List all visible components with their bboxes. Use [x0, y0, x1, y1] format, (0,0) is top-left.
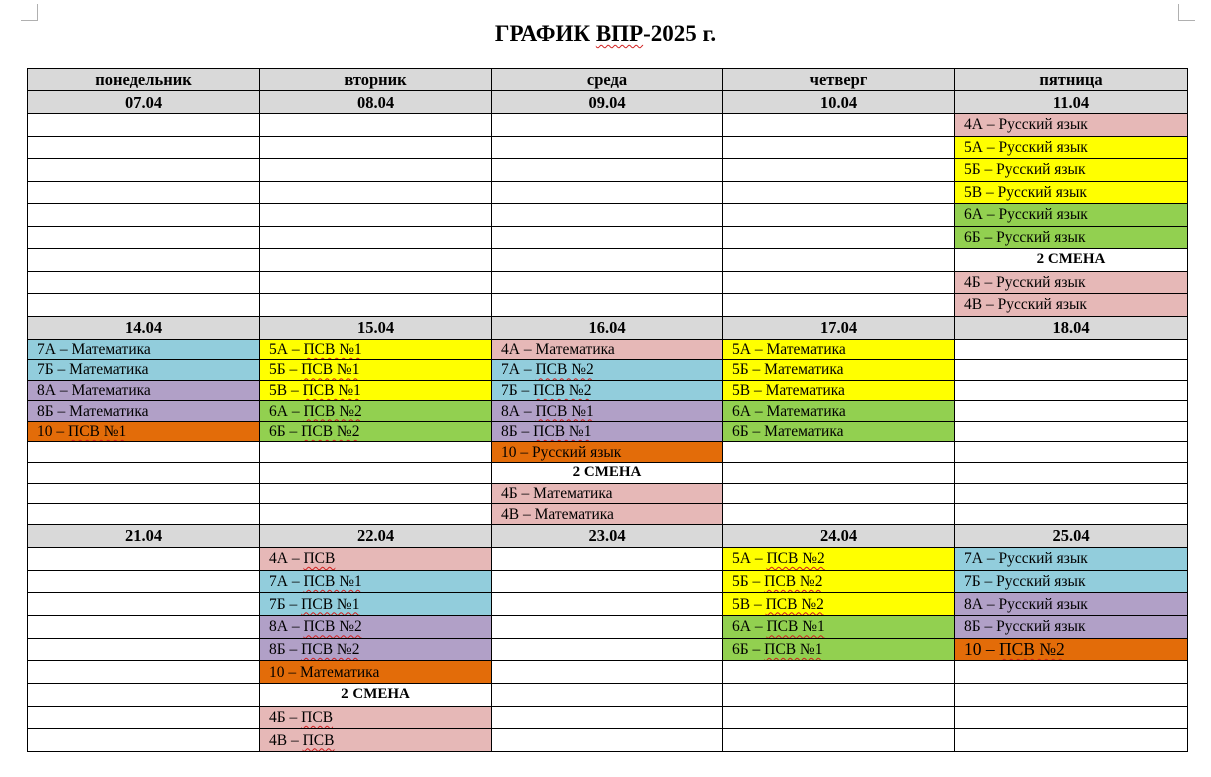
subject-name: Математика — [535, 340, 615, 358]
date-cell: 11.04 — [955, 91, 1188, 114]
subject-name: Русский язык — [997, 183, 1087, 201]
exam-entry: 7Б – Математика — [28, 360, 260, 381]
schedule-row — [28, 271, 1188, 294]
shift-label: 2 СМЕНА — [492, 463, 723, 484]
schedule-cell — [260, 204, 492, 227]
exam-entry: 7Б – ПСВ №2 — [492, 380, 723, 401]
subject-abbreviation: ПСВ — [303, 550, 336, 568]
schedule-cell — [492, 593, 723, 616]
class-name: 8Б — [269, 640, 286, 658]
schedule-row — [28, 729, 1188, 752]
schedule-cell — [955, 661, 1188, 684]
class-name: 6Б — [732, 423, 749, 441]
schedule-row — [28, 615, 1188, 638]
schedule-cell — [723, 249, 955, 272]
schedule-row — [28, 483, 1188, 504]
class-name: 7Б — [37, 361, 54, 379]
schedule-cell — [723, 271, 955, 294]
subject-abbreviation: ПСВ — [301, 709, 334, 726]
class-name: 6А — [732, 618, 751, 636]
schedule-row — [28, 683, 1188, 706]
exam-entry: 7Б – Русский язык — [955, 570, 1188, 593]
exam-entry: 8А – ПСВ №2 — [260, 615, 492, 638]
schedule-cell — [28, 226, 260, 249]
class-name: 4А — [501, 340, 520, 358]
schedule-cell — [492, 683, 723, 706]
schedule-cell — [260, 483, 492, 504]
date-cell: 24.04 — [723, 524, 955, 547]
exam-entry: 4Б – ПСВ — [260, 706, 492, 729]
weekday-header: среда — [492, 69, 723, 91]
subject-abbreviation: ПСВ №2 — [301, 423, 360, 441]
schedule-cell — [723, 204, 955, 227]
schedule-cell — [492, 204, 723, 227]
schedule-row — [28, 181, 1188, 204]
schedule-cell — [28, 463, 260, 484]
exam-entry: 6Б – ПСВ №2 — [260, 421, 492, 442]
schedule-cell — [723, 181, 955, 204]
date-cell: 22.04 — [260, 524, 492, 547]
subject-name: Русский язык — [996, 618, 1086, 636]
schedule-cell — [260, 114, 492, 137]
schedule-cell — [492, 159, 723, 182]
date-row — [28, 91, 1188, 114]
title-prefix: ГРАФИК — [494, 21, 596, 46]
title-suffix: -2025 г. — [643, 21, 717, 46]
schedule-cell — [723, 483, 955, 504]
schedule-cell — [28, 483, 260, 504]
date-cell: 14.04 — [28, 316, 260, 339]
schedule-cell — [260, 159, 492, 182]
exam-entry: 5Б – ПСВ №1 — [260, 360, 492, 381]
exam-entry: 5А – Математика — [723, 339, 955, 360]
schedule-cell — [28, 504, 260, 525]
subject-name: Математика — [765, 381, 845, 399]
subject-name: Математика — [534, 505, 614, 523]
schedule-cell — [492, 226, 723, 249]
class-name: 6А — [269, 402, 288, 420]
class-name: 5А — [732, 550, 751, 568]
schedule-cell — [723, 442, 955, 463]
class-name: 6Б — [964, 228, 981, 246]
schedule-cell — [28, 570, 260, 593]
schedule-row — [28, 226, 1188, 249]
weekday-header: четверг — [723, 69, 955, 91]
exam-entry: 7А – Математика — [28, 339, 260, 360]
date-cell: 15.04 — [260, 316, 492, 339]
schedule-cell — [28, 249, 260, 272]
weekday-header: понедельник — [28, 69, 260, 91]
exam-entry: 6А – ПСВ №1 — [723, 615, 955, 638]
class-name: 4В — [964, 296, 983, 314]
exam-entry: 10 – ПСВ №2 — [955, 638, 1188, 661]
schedule-cell — [260, 249, 492, 272]
subject-name: Русский язык — [998, 116, 1088, 134]
schedule-cell — [28, 294, 260, 317]
class-name: 4А — [964, 116, 983, 134]
class-name: 5В — [964, 183, 983, 201]
class-name: 4В — [501, 505, 520, 523]
schedule-cell — [260, 271, 492, 294]
class-name: 7А — [37, 340, 56, 358]
class-name: 7А — [501, 361, 520, 379]
class-name: 10 — [501, 443, 517, 461]
weekday-header-row — [28, 69, 1188, 91]
subject-abbreviation: ПСВ №2 — [301, 640, 360, 658]
subject-abbreviation: ПСВ №2 — [303, 402, 362, 420]
exam-entry: 4А – Математика — [492, 339, 723, 360]
class-name: 7Б — [501, 381, 518, 399]
subject-name: Математика — [766, 340, 846, 358]
schedule-row — [28, 463, 1188, 484]
subject-abbreviation: ПСВ №1 — [302, 381, 361, 399]
schedule-cell — [723, 463, 955, 484]
date-row — [28, 316, 1188, 339]
schedule-cell — [955, 442, 1188, 463]
date-cell: 16.04 — [492, 316, 723, 339]
schedule-cell — [28, 159, 260, 182]
schedule-cell — [492, 615, 723, 638]
exam-entry: 8А – Математика — [28, 380, 260, 401]
schedule-cell — [260, 226, 492, 249]
exam-entry: 6Б – Математика — [723, 421, 955, 442]
exam-entry: 8Б – Математика — [28, 401, 260, 422]
schedule-cell — [723, 114, 955, 137]
exam-entry: 4Б – Русский язык — [955, 271, 1188, 294]
schedule-row — [28, 294, 1188, 317]
exam-entry: 10 – ПСВ №1 — [28, 421, 260, 442]
schedule-cell — [723, 226, 955, 249]
schedule-row — [28, 249, 1188, 272]
schedule-cell — [28, 593, 260, 616]
schedule-cell — [723, 294, 955, 317]
date-cell: 07.04 — [28, 91, 260, 114]
exam-entry: 4Б – Математика — [492, 483, 723, 504]
subject-abbreviation: ПСВ №1 — [303, 340, 362, 358]
subject-abbreviation: ПСВ №2 — [766, 550, 825, 568]
subject-abbreviation: ПСВ №1 — [301, 595, 360, 613]
exam-entry: 5В – ПСВ №2 — [723, 593, 955, 616]
subject-name: Русский язык — [998, 550, 1088, 568]
exam-entry: 4А – ПСВ — [260, 547, 492, 570]
schedule-cell — [28, 204, 260, 227]
schedule-cell — [28, 661, 260, 684]
page-title — [0, 17, 1211, 51]
subject-name: Русский язык — [998, 138, 1088, 156]
class-name: 8А — [37, 381, 56, 399]
class-name: 5Б — [732, 572, 749, 590]
schedule-row — [28, 442, 1188, 463]
schedule-cell — [28, 114, 260, 137]
exam-entry: 6Б – Русский язык — [955, 226, 1188, 249]
schedule-cell — [492, 706, 723, 729]
class-name: 8А — [501, 402, 520, 420]
schedule-row — [28, 360, 1188, 381]
schedule-row — [28, 136, 1188, 159]
exam-entry: 5В – Русский язык — [955, 181, 1188, 204]
exam-entry: 5В – Математика — [723, 380, 955, 401]
class-name: 6Б — [269, 423, 286, 441]
class-name: 5В — [732, 595, 751, 613]
schedule-cell — [955, 401, 1188, 422]
subject-abbreviation: ПСВ — [302, 731, 335, 749]
exam-entry: 8Б – ПСВ №1 — [492, 421, 723, 442]
schedule-cell — [28, 271, 260, 294]
exam-entry: 4В – Математика — [492, 504, 723, 525]
subject-name: Математика — [71, 340, 151, 358]
subject-name: Математика — [300, 663, 380, 681]
schedule-row — [28, 380, 1188, 401]
weekday-header: пятница — [955, 69, 1188, 91]
date-cell: 10.04 — [723, 91, 955, 114]
exam-entry: 6А – Русский язык — [955, 204, 1188, 227]
subject-abbreviation: ПСВ №1 — [533, 423, 592, 441]
subject-abbreviation: ПСВ №1 — [303, 572, 362, 590]
schedule-cell — [955, 483, 1188, 504]
subject-name: Математика — [764, 361, 844, 379]
schedule-cell — [723, 159, 955, 182]
exam-entry: 7Б – ПСВ №1 — [260, 593, 492, 616]
schedule-cell — [260, 442, 492, 463]
class-name: 5Б — [964, 161, 981, 179]
class-name: 10 — [964, 638, 982, 659]
weekday-header: вторник — [260, 69, 492, 91]
shift-label: 2 СМЕНА — [955, 249, 1188, 272]
subject-abbreviation: ПСВ №2 — [765, 595, 824, 613]
date-cell: 21.04 — [28, 524, 260, 547]
schedule-cell — [28, 547, 260, 570]
date-cell: 18.04 — [955, 316, 1188, 339]
schedule-cell — [492, 181, 723, 204]
schedule-cell — [260, 504, 492, 525]
exam-entry: 6А – Математика — [723, 401, 955, 422]
class-name: 5Б — [732, 361, 749, 379]
schedule-cell — [955, 421, 1188, 442]
class-name: 6А — [732, 402, 751, 420]
exam-entry: 5Б – Русский язык — [955, 159, 1188, 182]
subject-name: Математика — [533, 484, 613, 502]
shift-label: 2 СМЕНА — [260, 683, 492, 706]
subject-name: Русский язык — [532, 443, 622, 461]
schedule-cell — [260, 294, 492, 317]
exam-entry: 5А – ПСВ №1 — [260, 339, 492, 360]
exam-entry: 5В – ПСВ №1 — [260, 380, 492, 401]
title-abbreviation: ВПР — [595, 21, 644, 46]
schedule-cell — [492, 547, 723, 570]
schedule-body — [28, 69, 1188, 752]
schedule-row — [28, 570, 1188, 593]
subject-name: Русский язык — [998, 595, 1088, 613]
subject-name: Русский язык — [996, 572, 1086, 590]
schedule-cell — [260, 181, 492, 204]
schedule-row — [28, 661, 1188, 684]
schedule-cell — [28, 615, 260, 638]
schedule-cell — [955, 463, 1188, 484]
class-name: 8Б — [501, 423, 518, 441]
schedule-cell — [28, 706, 260, 729]
exam-entry: 7А – Русский язык — [955, 547, 1188, 570]
schedule-cell — [492, 136, 723, 159]
schedule-cell — [492, 114, 723, 137]
subject-abbreviation: ПСВ №2 — [535, 361, 594, 379]
class-name: 4В — [269, 731, 288, 749]
class-name: 8А — [269, 618, 288, 636]
subject-name: Математика — [764, 423, 844, 441]
subject-abbreviation: ПСВ №2 — [764, 572, 823, 590]
subject-name: Русский язык — [997, 296, 1087, 314]
exam-entry: 5А – Русский язык — [955, 136, 1188, 159]
schedule-row — [28, 339, 1188, 360]
date-cell: 25.04 — [955, 524, 1188, 547]
subject-abbreviation: ПСВ №1 — [766, 618, 825, 636]
schedule-cell — [492, 294, 723, 317]
subject-abbreviation: ПСВ №2 — [303, 618, 362, 636]
exam-entry: 8Б – ПСВ №2 — [260, 638, 492, 661]
exam-entry: 10 – Математика — [260, 661, 492, 684]
exam-entry: 7А – ПСВ №1 — [260, 570, 492, 593]
class-name: 7А — [964, 550, 983, 568]
class-name: 5Б — [269, 361, 286, 379]
schedule-cell — [955, 729, 1188, 752]
schedule-row — [28, 593, 1188, 616]
class-name: 4Б — [269, 709, 286, 726]
schedule-row — [28, 421, 1188, 442]
class-name: 7А — [269, 572, 288, 590]
schedule-row — [28, 706, 1188, 729]
subject-name: Математика — [766, 402, 846, 420]
class-name: 5В — [269, 381, 288, 399]
subject-name: Математика — [69, 361, 149, 379]
schedule-cell — [955, 683, 1188, 706]
schedule-cell — [955, 339, 1188, 360]
schedule-cell — [260, 463, 492, 484]
subject-name: Русский язык — [996, 273, 1086, 291]
schedule-row — [28, 547, 1188, 570]
exam-entry: 4В – ПСВ — [260, 729, 492, 752]
class-name: 5А — [964, 138, 983, 156]
date-row — [28, 524, 1188, 547]
schedule-row — [28, 504, 1188, 525]
class-name: 10 — [37, 423, 53, 441]
exam-entry: 5Б – Математика — [723, 360, 955, 381]
schedule-cell — [28, 729, 260, 752]
schedule-cell — [28, 638, 260, 661]
exam-entry: 6Б – ПСВ №1 — [723, 638, 955, 661]
schedule-cell — [28, 683, 260, 706]
class-name: 8Б — [37, 402, 54, 420]
schedule-cell — [28, 181, 260, 204]
class-name: 10 — [269, 663, 285, 681]
subject-abbreviation: ПСВ №1 — [535, 402, 594, 420]
schedule-cell — [955, 360, 1188, 381]
exam-entry: 5А – ПСВ №2 — [723, 547, 955, 570]
class-name: 4Б — [501, 484, 518, 502]
subject-abbreviation: ПСВ №1 — [301, 361, 360, 379]
schedule-row — [28, 114, 1188, 137]
subject-abbreviation: ПСВ №1 — [68, 423, 127, 441]
date-cell: 09.04 — [492, 91, 723, 114]
schedule-row — [28, 159, 1188, 182]
schedule-cell — [492, 271, 723, 294]
schedule-cell — [28, 136, 260, 159]
schedule-row — [28, 204, 1188, 227]
schedule-cell — [492, 249, 723, 272]
class-name: 4Б — [964, 273, 981, 291]
exam-entry: 4А – Русский язык — [955, 114, 1188, 137]
subject-name: Русский язык — [996, 161, 1086, 179]
schedule-row — [28, 638, 1188, 661]
subject-name: Математика — [71, 381, 151, 399]
class-name: 6Б — [732, 640, 749, 658]
class-name: 5А — [732, 340, 751, 358]
subject-name: Русский язык — [996, 228, 1086, 246]
class-name: 5В — [732, 381, 751, 399]
subject-abbreviation: ПСВ №1 — [764, 640, 823, 658]
schedule-cell — [492, 729, 723, 752]
schedule-cell — [723, 661, 955, 684]
date-cell: 23.04 — [492, 524, 723, 547]
subject-name: Математика — [69, 402, 149, 420]
schedule-cell — [955, 380, 1188, 401]
schedule-cell — [492, 638, 723, 661]
class-name: 4А — [269, 550, 288, 568]
exam-entry: 5Б – ПСВ №2 — [723, 570, 955, 593]
schedule-cell — [492, 570, 723, 593]
class-name: 7Б — [269, 595, 286, 613]
exam-entry: 8Б – Русский язык — [955, 615, 1188, 638]
exam-entry: 6А – ПСВ №2 — [260, 401, 492, 422]
subject-abbreviation: ПСВ №2 — [533, 381, 592, 399]
date-cell: 08.04 — [260, 91, 492, 114]
schedule-row — [28, 401, 1188, 422]
subject-name: Русский язык — [998, 206, 1088, 224]
exam-entry: 4В – Русский язык — [955, 294, 1188, 317]
schedule-cell — [260, 136, 492, 159]
schedule-cell — [723, 706, 955, 729]
schedule-cell — [723, 504, 955, 525]
date-cell: 17.04 — [723, 316, 955, 339]
schedule-cell — [723, 729, 955, 752]
schedule-cell — [28, 442, 260, 463]
exam-entry: 8А – Русский язык — [955, 593, 1188, 616]
schedule-cell — [492, 661, 723, 684]
schedule-cell — [955, 504, 1188, 525]
subject-abbreviation: ПСВ №2 — [999, 638, 1065, 659]
class-name: 6А — [964, 206, 983, 224]
class-name: 7Б — [964, 572, 981, 590]
exam-entry: 7А – ПСВ №2 — [492, 360, 723, 381]
schedule-table — [27, 68, 1188, 752]
class-name: 8Б — [964, 618, 981, 636]
exam-entry: 10 – Русский язык — [492, 442, 723, 463]
schedule-cell — [955, 706, 1188, 729]
class-name: 5А — [269, 340, 288, 358]
schedule-cell — [723, 683, 955, 706]
schedule-cell — [723, 136, 955, 159]
class-name: 8А — [964, 595, 983, 613]
exam-entry: 8А – ПСВ №1 — [492, 401, 723, 422]
